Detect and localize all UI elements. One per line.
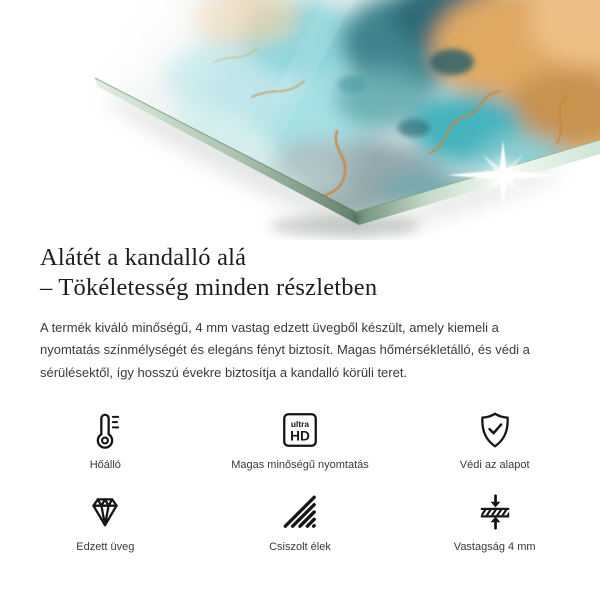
product-description: A termék kiváló minőségű, 4 mm vastag edzett üvegből készült, amely kiemeli a nyomtatás színmélységét és elegáns fényt biztosít. Magas hőmérsékletálló, és védi a sérülésektől, így hosszú évekre biztosítja a kandalló körüli teret. [40,320,530,380]
product-photo [0,0,600,240]
feature-ultra-hd-print [203,409,398,471]
polished-edges-icon [279,491,321,533]
page-title-line1: Alátét a kandalló alá [40,244,247,271]
feature-protects-base [397,409,592,471]
ultra-hd-icon [279,409,321,451]
feature-label: Vastagság 4 mm [453,541,536,554]
feature-tempered-glass [8,491,203,553]
feature-label: Hőálló [89,459,121,472]
feature-label: Csiszolt élek [269,541,331,554]
feature-label: Védi az alapot [459,459,530,472]
thickness-icon [474,491,516,533]
feature-polished-edges [203,491,398,553]
page-title-line2: – Tökéletesség minden részletben [40,274,378,301]
thermometer-icon [84,409,126,451]
svg-text:HD: HD [290,428,310,444]
page-title [40,240,560,303]
glass-panel-illustration [0,0,600,240]
feature-label: Edzett üveg [76,541,135,554]
feature-label: Magas minőségű nyomtatás [231,459,369,472]
feature-heat-resistant [8,409,203,471]
feature-thickness [397,491,592,553]
shield-check-icon [474,409,516,451]
product-info-section [0,240,600,384]
feature-grid [0,409,600,553]
svg-text:ultra: ultra [290,419,310,430]
diamond-icon [84,491,126,533]
